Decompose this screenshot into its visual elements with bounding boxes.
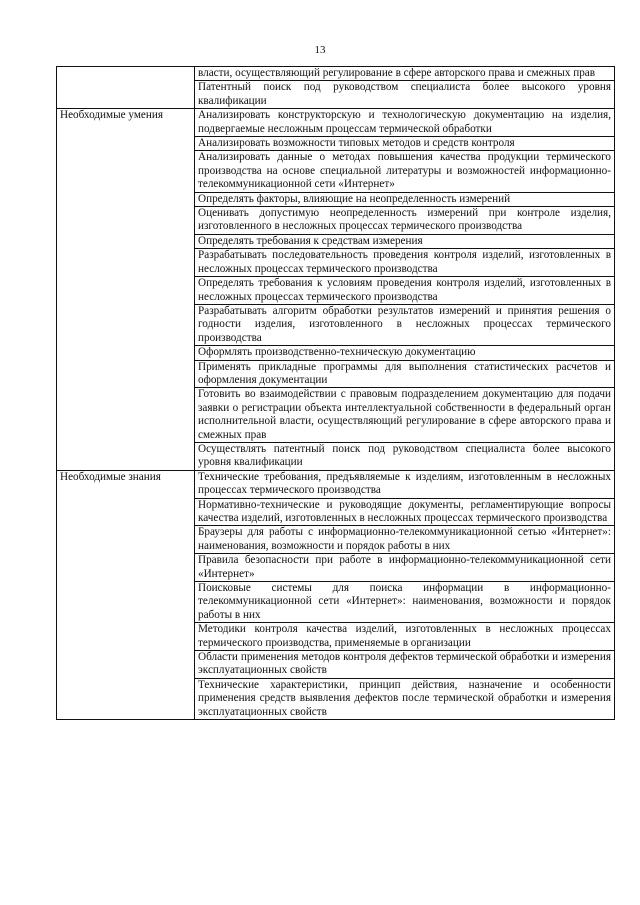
requirement-item: Технические характеристики, принцип действия, назначение и особенности применения средств выявления дефектов после термической обработки и измерения эксплуатационных свойств — [195, 678, 615, 719]
requirement-item: Оценивать допустимую неопределенность измерений при контроле изделия, изготовленного в несложных процессах термического производства — [195, 207, 615, 235]
requirement-item: Готовить во взаимодействии с правовым подразделением документацию для подачи заявки о регистрации объекта интеллектуальной собственности в федеральный орган исполнительной власти, осуществляющий регулирование в сфере авторского права и смежных прав — [195, 388, 615, 443]
requirement-item: Браузеры для работы с информационно-телекоммуникационной сетью «Интернет»: наименования, возможности и порядок работы в них — [195, 526, 615, 554]
requirement-item: Разрабатывать последовательность проведения контроля изделий, изготовленных в несложных процессах термического производства — [195, 249, 615, 277]
requirement-item: Анализировать возможности типовых методов и средств контроля — [195, 137, 615, 151]
requirement-item: Оформлять производственно-техническую документацию — [195, 346, 615, 360]
competency-table-body — [57, 67, 615, 720]
competency-table — [56, 66, 615, 720]
table-row — [57, 67, 615, 81]
table-row — [57, 470, 615, 498]
requirement-item: Поисковые системы для поиска информации в информационно-телекоммуникационной сети «Интернет»: наименования, возможности и порядок работы в них — [195, 582, 615, 623]
requirement-item: Анализировать конструкторскую и технологическую документацию на изделия, подвергаемые несложным процессам термической обработки — [195, 109, 615, 137]
requirement-item: Применять прикладные программы для выполнения статистических расчетов и оформления документации — [195, 360, 615, 388]
requirement-item: Нормативно-технические и руководящие документы, регламентирующие вопросы качества изделий, изготовленных в несложных процессах термического производства — [195, 498, 615, 526]
page-number: 13 — [314, 44, 326, 56]
row-group-label — [57, 67, 195, 109]
requirement-item: Правила безопасности при работе в информационно-телекоммуникационной сети «Интернет» — [195, 554, 615, 582]
requirement-item: Патентный поиск под руководством специалиста более высокого уровня квалификации — [195, 81, 615, 109]
requirement-item: власти, осуществляющий регулирование в сфере авторского права и смежных прав — [195, 67, 615, 81]
requirement-item: Определять требования к средствам измерения — [195, 234, 615, 248]
row-group-label: Необходимые умения — [57, 109, 195, 471]
requirement-item: Области применения методов контроля дефектов термической обработки и измерения эксплуатационных свойств — [195, 651, 615, 679]
requirement-item: Осуществлять патентный поиск под руководством специалиста более высокого уровня квалификации — [195, 442, 615, 470]
requirement-item: Анализировать данные о методах повышения качества продукции термического производства на основе специальной литературы и возможностей информационно-телекоммуникационной сети «Интернет» — [195, 151, 615, 192]
requirement-item: Технические требования, предъявляемые к изделиям, изготовленным в несложных процессах термического производства — [195, 470, 615, 498]
table-row — [57, 109, 615, 137]
requirement-item: Определять факторы, влияющие на неопределенность измерений — [195, 192, 615, 206]
row-group-label: Необходимые знания — [57, 470, 195, 719]
requirement-item: Методики контроля качества изделий, изготовленных в несложных процессах термического производства, применяемые в организации — [195, 623, 615, 651]
requirement-item: Разрабатывать алгоритм обработки результатов измерений и принятия решения о годности изделия, изготовленного в несложных процессах термического производства — [195, 304, 615, 345]
requirement-item: Определять требования к условиям проведения контроля изделий, изготовленных в несложных процессах термического производства — [195, 277, 615, 305]
